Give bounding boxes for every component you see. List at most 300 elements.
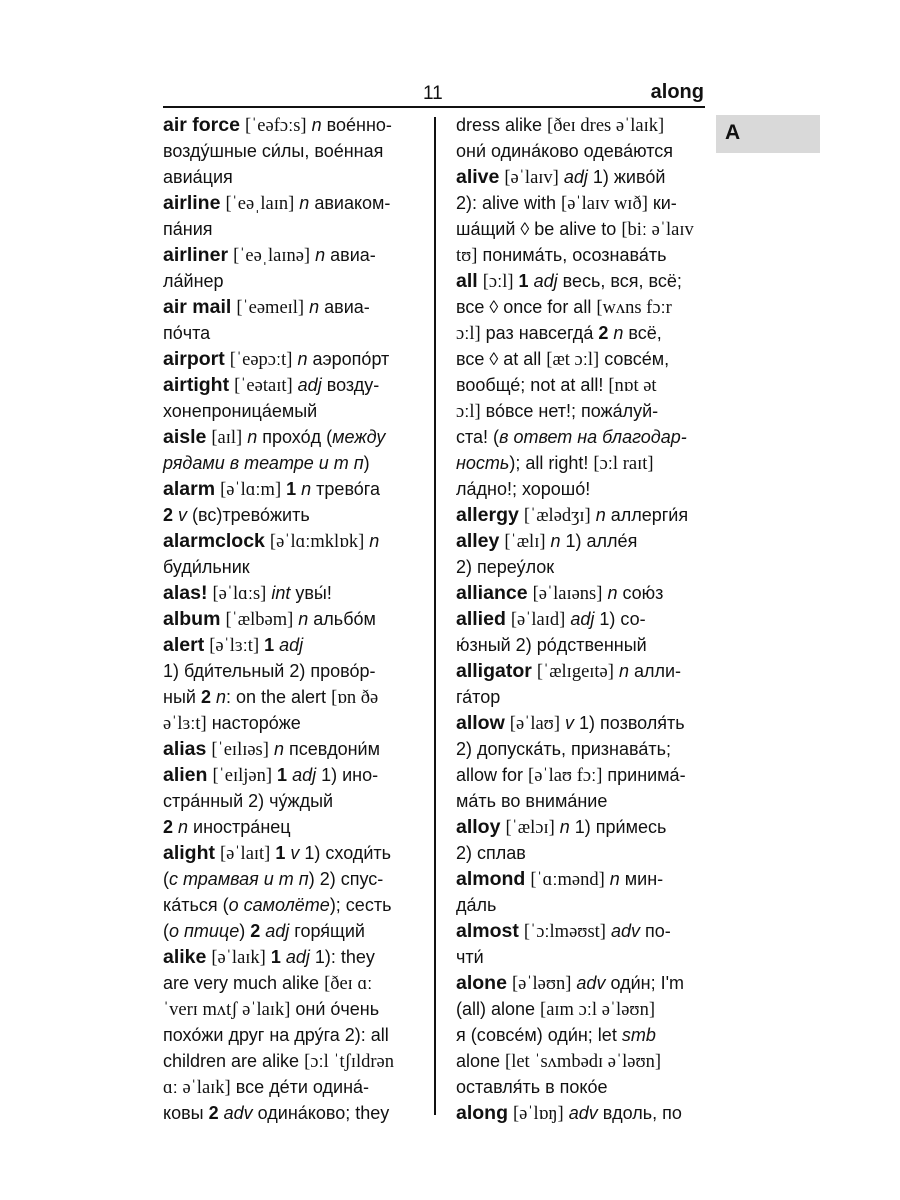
headword: alone <box>456 972 507 994</box>
letter-tab <box>716 115 820 153</box>
grammar-label: adj <box>265 921 290 941</box>
definition-text: чти́ <box>456 947 484 967</box>
definition-text: оди́н; I'm <box>605 973 685 993</box>
definition-text: 2): alive with <box>456 193 562 213</box>
definition-text: насторо́же <box>206 713 301 733</box>
headword: all <box>456 270 478 292</box>
text-line <box>163 710 428 736</box>
sense-number: 1 <box>277 765 288 785</box>
grammar-label: n <box>315 245 326 265</box>
text-line <box>163 112 428 138</box>
definition-text: children are alike <box>163 1051 305 1071</box>
definition-text: 2) сплав <box>456 843 526 863</box>
definition-text: одина́ково; they <box>252 1103 390 1123</box>
definition-text: все де́ти одина́- <box>230 1077 370 1097</box>
text-line <box>456 554 706 580</box>
text-line <box>456 996 706 1022</box>
grammar-label: между <box>332 427 386 447</box>
definition-text: альбо́м <box>308 609 376 629</box>
headword: alarmclock <box>163 530 265 552</box>
grammar-label: n <box>613 323 624 343</box>
headword: alike <box>163 946 207 968</box>
pronunciation: [æt ɔːl] <box>546 350 600 370</box>
text-line <box>456 476 706 502</box>
text-line <box>163 918 428 944</box>
text-line <box>456 450 706 476</box>
definition-text: : on the alert <box>225 687 332 707</box>
text-line <box>163 736 428 762</box>
pronunciation: ɑː əˈlaɪk] <box>163 1078 231 1098</box>
pronunciation: [ˈeəˌlaɪn] <box>225 194 295 214</box>
definition-text: 1) позволя́ть <box>574 713 685 733</box>
headword: air force <box>163 114 240 136</box>
text-line <box>163 658 428 684</box>
definition-text: ста! ( <box>456 427 500 447</box>
definition-text: 2) допуска́ть, признава́ть; <box>456 739 671 759</box>
pronunciation: [əˈlaɪv wɪð] <box>561 194 648 214</box>
definition-text: понима́ть, осознава́ть <box>477 245 667 265</box>
definition-text: (all) alone <box>456 999 541 1019</box>
pronunciation: əˈlɜːt] <box>163 714 207 734</box>
pronunciation: [ˈælɔɪ] <box>505 818 555 838</box>
text-line <box>163 944 428 970</box>
headword: airtight <box>163 374 230 396</box>
grammar-label: adj <box>563 167 588 187</box>
definition-text: всё, <box>623 323 662 343</box>
pronunciation: [ˈeəpɔːt] <box>229 350 293 370</box>
definition-text: ( <box>163 869 169 889</box>
grammar-label: рядами в театре и т п <box>163 453 364 473</box>
text-line <box>163 502 428 528</box>
definition-text: аэропо́рт <box>307 349 390 369</box>
headword: alliance <box>456 582 528 604</box>
text-line <box>456 528 706 554</box>
grammar-label: n <box>299 193 310 213</box>
grammar-label: adv <box>576 973 606 993</box>
definition-text: 1) со- <box>594 609 646 629</box>
headword: alley <box>456 530 500 552</box>
headword: allied <box>456 608 506 630</box>
text-line <box>163 1022 428 1048</box>
text-line <box>456 1022 706 1048</box>
definition-text: авиа- <box>319 297 370 317</box>
sense-number: 1 <box>286 479 297 499</box>
definition-text: трево́га <box>311 479 380 499</box>
definition-text: ша́щий ◊ be alive to <box>456 219 622 239</box>
definition-text: они́ о́чень <box>290 999 380 1019</box>
text-line <box>163 164 428 190</box>
headword: almond <box>456 868 526 890</box>
pronunciation: [ðeɪ dres əˈlaɪk] <box>547 116 665 136</box>
text-line <box>163 372 428 398</box>
pronunciation: [let ˈsʌmbədɪ əˈləʊn] <box>505 1052 662 1072</box>
page-number: 11 <box>423 83 443 104</box>
definition-text: все ◊ at all <box>456 349 547 369</box>
sense-number: 2 <box>200 687 211 707</box>
grammar-label: smb <box>621 1025 656 1045</box>
pronunciation: tʊ] <box>456 246 478 266</box>
definition-text: ка́ться ( <box>163 895 229 915</box>
definition-text: аллерги́я <box>605 505 689 525</box>
definition-text: хонепроница́емый <box>163 401 318 421</box>
grammar-label: n <box>309 297 320 317</box>
text-line <box>456 814 706 840</box>
grammar-label: n <box>609 869 620 889</box>
definition-text: ю́зный 2) ро́дственный <box>456 635 647 655</box>
text-line <box>163 528 428 554</box>
headword: air mail <box>163 296 232 318</box>
headword: alloy <box>456 816 501 838</box>
grammar-label: v <box>178 505 188 525</box>
text-line <box>456 424 706 450</box>
pronunciation: [əˈlaʊ] <box>509 714 560 734</box>
definition-text: ) <box>239 921 251 941</box>
pronunciation: [ˈɔːlməʊst] <box>523 922 606 942</box>
definition-text: мин- <box>619 869 664 889</box>
pronunciation: ɔːl] <box>456 402 481 422</box>
text-line <box>456 606 706 632</box>
headword: alarm <box>163 478 216 500</box>
text-line <box>163 892 428 918</box>
guide-word: along <box>650 81 704 103</box>
definition-text: 1) сходи́ть <box>299 843 391 863</box>
definition-text: да́ль <box>456 895 497 915</box>
pronunciation: [ˈælɪgeɪtə] <box>536 662 614 682</box>
definition-text: ) <box>363 453 370 473</box>
text-line <box>163 762 428 788</box>
pronunciation: [əˈlaɪd] <box>510 610 566 630</box>
text-line <box>456 216 706 242</box>
pronunciation: [əˈləʊn] <box>511 974 572 994</box>
text-line <box>163 398 428 424</box>
grammar-label: n <box>301 479 312 499</box>
grammar-label: n <box>273 739 284 759</box>
sense-number: 1 <box>264 635 275 655</box>
text-line <box>456 658 706 684</box>
text-line <box>163 190 428 216</box>
definition-text: они́ одина́ково одева́ются <box>456 141 673 161</box>
text-line <box>456 372 706 398</box>
pronunciation: [əˈlɑːm] <box>220 480 282 500</box>
headword: alas! <box>163 582 208 604</box>
grammar-label: adv <box>223 1103 253 1123</box>
definition-text: прохо́д ( <box>257 427 333 447</box>
grammar-label: n <box>247 427 258 447</box>
pronunciation: [ˈeɪljən] <box>212 766 273 786</box>
text-line <box>456 190 706 216</box>
definition-text: по- <box>640 921 671 941</box>
text-line <box>456 502 706 528</box>
text-line <box>163 1048 428 1074</box>
grammar-label: adj <box>292 765 317 785</box>
sense-number: 2 <box>250 921 261 941</box>
column-divider <box>434 117 436 1115</box>
pronunciation: [əˈlɒŋ] <box>513 1104 564 1124</box>
sense-number: 1 <box>275 843 286 863</box>
text-line <box>456 944 706 970</box>
pronunciation: [əˈlaɪk] <box>211 948 266 968</box>
text-line <box>163 268 428 294</box>
definition-text: сою́з <box>617 583 664 603</box>
grammar-label: ность <box>456 453 510 473</box>
headword: airport <box>163 348 225 370</box>
text-line <box>163 138 428 164</box>
grammar-label: n <box>369 531 380 551</box>
definition-text: горя́щий <box>289 921 365 941</box>
definition-text: dress alike <box>456 115 548 135</box>
letter-tab-label: A <box>725 121 741 144</box>
header-rule <box>163 106 705 108</box>
text-line <box>163 554 428 580</box>
text-line <box>456 242 706 268</box>
text-line <box>163 970 428 996</box>
text-line <box>163 1074 428 1100</box>
pronunciation: [ˈælədʒɪ] <box>523 506 591 526</box>
definition-text: я (совсе́м) оди́н; let <box>456 1025 622 1045</box>
sense-number: 1 <box>270 947 281 967</box>
text-line <box>456 398 706 424</box>
text-line <box>456 892 706 918</box>
pronunciation: [əˈlɑːmklɒk] <box>269 532 365 552</box>
grammar-label: adj <box>297 375 322 395</box>
text-line <box>456 762 706 788</box>
pronunciation: [biː əˈlaɪv <box>621 220 694 240</box>
pronunciation: [əˈlaʊ fɔː] <box>528 766 603 786</box>
pronunciation: [ɔːl ˈtʃɪldrən <box>304 1052 394 1072</box>
headword: album <box>163 608 221 630</box>
definition-text: раз навсегда́ <box>480 323 599 343</box>
definition-text: возду́шные си́лы, воéнная <box>163 141 384 161</box>
sense-number: 1 <box>518 271 529 291</box>
text-line <box>456 138 706 164</box>
definition-text: оставля́ть в поко́е <box>456 1077 608 1097</box>
definition-text: ла́йнер <box>163 271 224 291</box>
text-line <box>456 866 706 892</box>
grammar-label: в ответ на благодар- <box>499 427 687 447</box>
grammar-label: n <box>215 687 226 707</box>
headword: alien <box>163 764 208 786</box>
text-line <box>456 112 706 138</box>
text-line <box>456 346 706 372</box>
headword: along <box>456 1102 508 1124</box>
pronunciation: [ˈeəˌlaɪnə] <box>233 246 311 266</box>
definition-text: возду- <box>321 375 380 395</box>
pronunciation: ˈverɪ mʌtʃ əˈlaɪk] <box>163 1000 291 1020</box>
pronunciation: [əˈlɑːs] <box>212 584 267 604</box>
pronunciation: [ɔːl raɪt] <box>593 454 654 474</box>
grammar-label: n <box>607 583 618 603</box>
definition-text: во́все нет!; пожа́луй- <box>480 401 659 421</box>
text-line <box>456 632 706 658</box>
text-line <box>456 788 706 814</box>
grammar-label: n <box>297 349 308 369</box>
definition-text: псевдони́м <box>283 739 380 759</box>
pronunciation: ɔːl] <box>456 324 481 344</box>
text-line <box>163 424 428 450</box>
grammar-label: adv <box>610 921 640 941</box>
definition-text: стра́нный 2) чу́ждый <box>163 791 334 811</box>
pronunciation: [əˈlɜːt] <box>209 636 260 656</box>
text-line <box>163 840 428 866</box>
right-column <box>456 112 706 1126</box>
headword: alligator <box>456 660 532 682</box>
text-line <box>456 1100 706 1126</box>
text-line <box>163 788 428 814</box>
headword: airline <box>163 192 221 214</box>
definition-text: весь, вся, всё; <box>557 271 682 291</box>
headword: alight <box>163 842 215 864</box>
text-line <box>456 1048 706 1074</box>
grammar-label: с трамвая и т п <box>169 869 309 889</box>
sense-number: 2 <box>208 1103 219 1123</box>
headword: alert <box>163 634 205 656</box>
pronunciation: [wʌns fɔːr <box>596 298 672 318</box>
text-line <box>456 710 706 736</box>
pronunciation: [ˈeətaɪt] <box>234 376 293 396</box>
definition-text: 1) при́месь <box>569 817 667 837</box>
text-line <box>456 1074 706 1100</box>
headword: allergy <box>456 504 519 526</box>
text-line <box>456 320 706 346</box>
definition-text: 1) бди́тельный 2) прово́р- <box>163 661 376 681</box>
pronunciation: [nɒt ət <box>608 376 657 396</box>
definition-text: авиа́ция <box>163 167 233 187</box>
definition-text: вообще́; not at all! <box>456 375 609 395</box>
text-line <box>456 736 706 762</box>
pronunciation: [ˈeəfɔːs] <box>244 116 307 136</box>
grammar-label: n <box>559 817 570 837</box>
pronunciation: [ˈælɪ] <box>504 532 546 552</box>
definition-text: ); all right! <box>509 453 594 473</box>
definition-text: ( <box>163 921 169 941</box>
definition-text: ) 2) спус- <box>308 869 384 889</box>
text-line <box>163 606 428 632</box>
text-line <box>163 242 428 268</box>
grammar-label: v <box>565 713 574 733</box>
definition-text: буди́льник <box>163 557 250 577</box>
definition-text: авиаком- <box>309 193 391 213</box>
definition-text: allow for <box>456 765 529 785</box>
definition-text: ); сесть <box>329 895 392 915</box>
definition-text: принима́- <box>602 765 686 785</box>
definition-text: ковы <box>163 1103 209 1123</box>
headword: airliner <box>163 244 229 266</box>
headword: alive <box>456 166 500 188</box>
definition-text: похо́жи друг на дру́га 2): all <box>163 1025 389 1045</box>
pronunciation: [əˈlaɪəns] <box>532 584 603 604</box>
definition-text: ный <box>163 687 201 707</box>
definition-text: 1): they <box>309 947 375 967</box>
text-line <box>456 580 706 606</box>
definition-text: are very much alike <box>163 973 325 993</box>
definition-text: ла́дно!; хорошо́! <box>456 479 591 499</box>
grammar-label: о птице <box>169 921 240 941</box>
text-line <box>456 164 706 190</box>
definition-text: (вс)трево́жить <box>187 505 310 525</box>
text-line <box>456 918 706 944</box>
grammar-label: int <box>271 583 291 603</box>
headword: allow <box>456 712 505 734</box>
text-line <box>163 632 428 658</box>
definition-text: 1) алле́я <box>560 531 638 551</box>
definition-text: ки- <box>647 193 677 213</box>
definition-text: иностра́нец <box>188 817 291 837</box>
definition-text: совсе́м, <box>599 349 670 369</box>
definition-text: alone <box>456 1051 506 1071</box>
grammar-label: adj <box>279 635 304 655</box>
definition-text: воéнно- <box>321 115 392 135</box>
text-line <box>456 840 706 866</box>
definition-text: все ◊ once for all <box>456 297 597 317</box>
text-line <box>163 450 428 476</box>
grammar-label: adj <box>285 947 310 967</box>
grammar-label: n <box>311 115 322 135</box>
definition-text: алли- <box>628 661 682 681</box>
definition-text: авиа- <box>325 245 376 265</box>
text-line <box>456 268 706 294</box>
pronunciation: [ˈɑːmənd] <box>530 870 605 890</box>
text-line <box>163 216 428 242</box>
grammar-label: n <box>618 661 629 681</box>
pronunciation: [ɒn ðə <box>331 688 379 708</box>
definition-text: па́ния <box>163 219 213 239</box>
definition-text: ма́ть во внима́ние <box>456 791 608 811</box>
pronunciation: [ðeɪ ɑː <box>324 974 373 994</box>
definition-text: по́чта <box>163 323 211 343</box>
definition-text: 1) живо́й <box>587 167 666 187</box>
text-line <box>163 580 428 606</box>
text-line <box>163 346 428 372</box>
sense-number: 2 <box>598 323 609 343</box>
grammar-label: n <box>595 505 606 525</box>
headword: alias <box>163 738 207 760</box>
text-line <box>456 684 706 710</box>
text-line <box>163 684 428 710</box>
text-line <box>163 294 428 320</box>
grammar-label: n <box>178 817 189 837</box>
definition-text: 1) ино- <box>316 765 379 785</box>
pronunciation: [əˈlaɪv] <box>504 168 559 188</box>
text-line <box>163 320 428 346</box>
pronunciation: [ɔːl] <box>482 272 514 292</box>
grammar-label: о самолёте <box>228 895 330 915</box>
text-line <box>163 476 428 502</box>
pronunciation: [əˈlaɪt] <box>220 844 271 864</box>
text-line <box>163 1100 428 1126</box>
grammar-label: adj <box>533 271 558 291</box>
text-line <box>163 814 428 840</box>
text-line <box>456 294 706 320</box>
definition-text: вдоль, по <box>597 1103 682 1123</box>
sense-number: 2 <box>163 817 174 837</box>
definition-text: увы́! <box>290 583 332 603</box>
pronunciation: [ˈeɪlɪəs] <box>211 740 269 760</box>
sense-number: 2 <box>163 505 174 525</box>
grammar-label: v <box>290 843 300 863</box>
grammar-label: adj <box>570 609 595 629</box>
definition-text: га́тор <box>456 687 501 707</box>
left-column <box>163 112 428 1126</box>
headword: aisle <box>163 426 207 448</box>
text-line <box>163 996 428 1022</box>
text-line <box>163 866 428 892</box>
grammar-label: n <box>550 531 561 551</box>
definition-text: 2) переу́лок <box>456 557 555 577</box>
pronunciation: [aɪl] <box>211 428 243 448</box>
text-line <box>456 970 706 996</box>
headword: almost <box>456 920 519 942</box>
pronunciation: [aɪm ɔːl əˈləʊn] <box>540 1000 655 1020</box>
